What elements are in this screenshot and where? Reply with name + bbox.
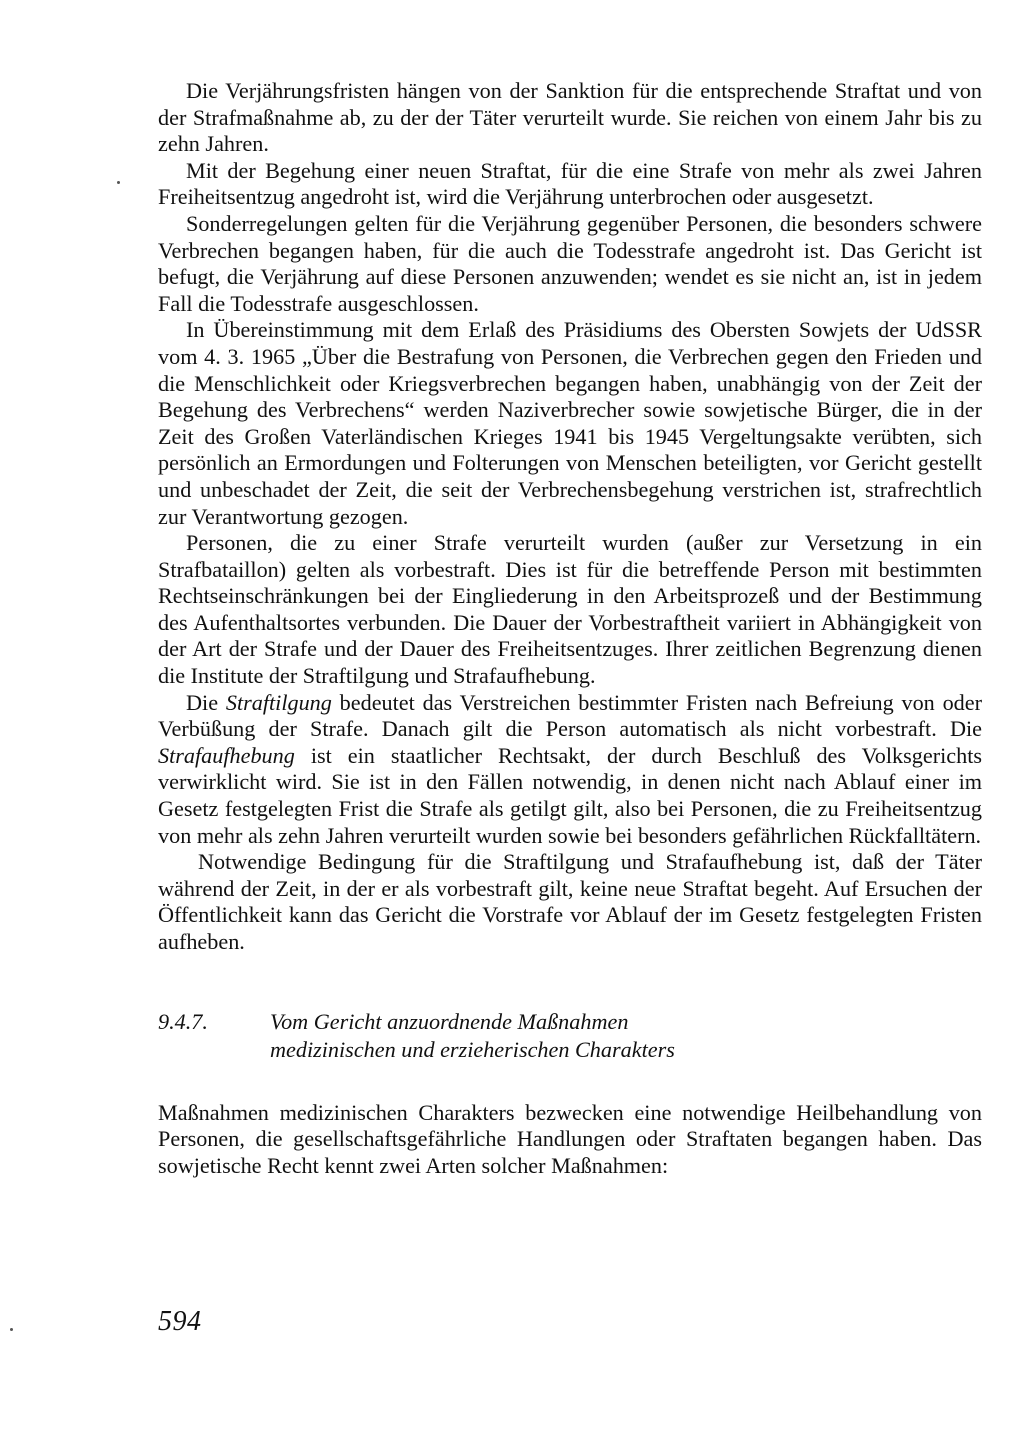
section-number: 9.4.7. [158, 1008, 208, 1034]
paragraph-erlass-1965: In Übereinstimmung mit dem Erlaß des Präsidiums des Obersten Sowjets der UdSSR vom 4. 3. 1965 „Über die Bestrafung von Personen, die Verbrechen gegen den Frieden und die Menschlichkeit oder Kriegsverbrechen begangen haben, unabhängig von der Zeit der Begehung des Verbrechens“ werden Naziverbrecher sowie sowjetische Bürger, die in der Zeit des Großen Vaterländischen Krieges 1941 bis 1945 Vergeltungsakte verübten, sich persönlich an Ermordungen und Folterungen von Menschen beteiligten, vor Gericht gestellt und unbeschadet der Zeit, die seit der Verbrechensbegehung verstrichen ist, strafrechtlich zur Verantwortung gezogen. [158, 317, 982, 529]
text-segment: Die [186, 689, 226, 715]
page-body [158, 78, 982, 1179]
term-strafaufhebung: Strafaufhebung [158, 742, 295, 768]
section-title-line-2: medizinischen und erzieherischen Charakters [270, 1036, 675, 1062]
scan-speck [117, 181, 120, 184]
scan-speck [10, 1328, 13, 1331]
text-segment: bedeutet das Verstreichen bestimmter Fristen nach Befreiung von oder Verbüßung der Strafe. Danach gilt die Person automatisch als nicht vorbestraft. Die [158, 689, 982, 742]
section-heading [158, 1008, 982, 1064]
paragraph-neue-straftat: Mit der Begehung einer neuen Straftat, für die eine Strafe von mehr als zwei Jahren Freiheitsentzug angedroht ist, wird die Verjährung unterbrochen oder ausgesetzt. [158, 157, 982, 210]
paragraph-massnahmen-medizinisch: Maßnahmen medizinischen Charakters bezwecken eine notwendige Heilbehandlung von Personen, die gesellschaftsgefährliche Handlungen oder Straftaten begangen haben. Das sowjetische Recht kennt zwei Arten solcher Maßnahmen: [158, 1099, 982, 1178]
paragraph-notwendige-bedingung: Notwendige Bedingung für die Straftilgung und Strafaufhebung ist, daß der Täter während der Zeit, in der er als vorbestraft gilt, keine neue Straftat begeht. Auf Ersuchen der Öffentlichkeit kann das Gericht die Vorstrafe vor Ablauf der im Gesetz festgelegten Fristen aufheben. [158, 849, 982, 954]
paragraph-vorbestraft: Personen, die zu einer Strafe verurteilt wurden (außer zur Versetzung in ein Strafbataillon) gelten als vorbestraft. Dies ist für die betreffende Person mit bestimmten Rechtseinschränkungen bei der Eingliederung in den Arbeitsprozeß und der Bestimmung des Aufenthaltsortes verbunden. Die Dauer der Vorbestraftheit variiert in Abhängigkeit von der Art der Strafe und der Dauer des Freiheitsentzuges. Ihrer zeitlichen Begrenzung dienen die Institute der Straftilgung und Strafaufhebung. [158, 530, 982, 689]
section-title [270, 1008, 675, 1064]
paragraph-straftilgung [158, 690, 982, 850]
text-segment: ist ein staatlicher Rechtsakt, der durch Beschluß des Volksgerichts verwirklicht wird. Sie ist in den Fällen notwendig, in denen nicht nach Ablauf einer im Gesetz festgelegten Frist die Strafe als getilgt gilt, also bei Personen, die zu Freiheitsentzug von mehr als zehn Jahren verurteilt wurden sowie bei besonders gefährlichen Rückfalltätern. [158, 742, 982, 848]
page-number: 594 [158, 1306, 202, 1337]
term-straftilgung: Straftilgung [225, 689, 332, 715]
paragraph-sonderregelungen: Sonderregelungen gelten für die Verjährung gegenüber Personen, die besonders schwere Verbrechen begangen haben, für die auch die Todesstrafe angedroht ist. Das Gericht ist befugt, die Verjährung auf diese Personen anzuwenden; wendet es sie nicht an, ist in jedem Fall die Todesstrafe ausgeschlossen. [158, 210, 982, 316]
paragraph-verjaehrungsfristen: Die Verjährungsfristen hängen von der Sanktion für die entsprechende Straftat und von der Strafmaßnahme ab, zu der der Täter verurteilt wurde. Sie reichen von einem Jahr bis zu zehn Jahren. [158, 78, 982, 157]
section-title-line-1: Vom Gericht anzuordnende Maßnahmen [270, 1008, 629, 1034]
